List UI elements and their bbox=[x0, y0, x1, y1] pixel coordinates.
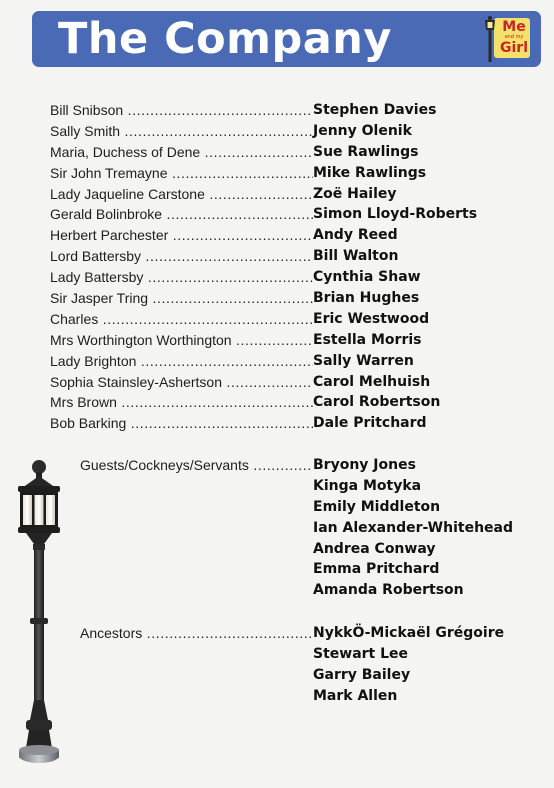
cast-row bbox=[50, 288, 540, 309]
role-name: Lady Battersby ..... bbox=[50, 267, 313, 287]
actor-name: Emily Middleton bbox=[313, 498, 441, 515]
cast-row bbox=[50, 309, 540, 330]
cast-row bbox=[50, 413, 540, 434]
role-name: Ancestors ..... bbox=[80, 623, 313, 643]
cast-row bbox=[50, 121, 540, 142]
actor-name: Estella Morris bbox=[313, 331, 422, 348]
actor-name: NykkÖ-Mickaël Grégoire bbox=[313, 625, 505, 641]
page-title: The Company bbox=[58, 14, 392, 64]
ancestors-list bbox=[80, 623, 540, 707]
show-logo bbox=[483, 14, 533, 64]
cast-row bbox=[50, 351, 540, 372]
actor-name: Andrea Conway bbox=[313, 540, 436, 557]
ensemble-list bbox=[80, 455, 540, 601]
cast-row bbox=[50, 246, 540, 267]
cast-list bbox=[50, 100, 540, 434]
cast-row bbox=[80, 518, 540, 539]
cast-row bbox=[80, 686, 540, 707]
actor-name: Eric Westwood bbox=[313, 310, 430, 327]
cast-row bbox=[80, 580, 540, 601]
role-name: Guests/Cockneys/Servants ..... bbox=[80, 455, 313, 475]
logo-text-me: Me bbox=[502, 19, 526, 35]
cast-row bbox=[80, 497, 540, 518]
logo-text-girl: Girl bbox=[500, 40, 528, 56]
street-lamp-icon bbox=[12, 458, 68, 783]
actor-name: Stephen Davies bbox=[313, 102, 437, 118]
logo-text-and-my: and my bbox=[504, 34, 524, 40]
cast-row bbox=[80, 665, 540, 686]
logo-lamp-icon bbox=[483, 14, 497, 64]
role-name: Sally Smith ..... bbox=[50, 121, 313, 141]
actor-name: Carol Robertson bbox=[313, 394, 441, 411]
cast-row bbox=[80, 623, 540, 644]
cast-row bbox=[50, 184, 540, 205]
actor-name: Dale Pritchard bbox=[313, 415, 427, 432]
actor-name: Sally Warren bbox=[313, 352, 414, 369]
role-name: Mrs Worthington Worthington ..... bbox=[50, 330, 313, 350]
role-name: Lady Brighton ..... bbox=[50, 351, 313, 371]
cast-row bbox=[50, 225, 540, 246]
cast-row bbox=[50, 330, 540, 351]
cast-row bbox=[50, 100, 540, 121]
actor-name: Zoë Hailey bbox=[313, 185, 397, 202]
role-name: Bill Snibson ..... bbox=[50, 100, 313, 120]
actor-name: Simon Lloyd-Roberts bbox=[313, 206, 478, 223]
actor-name: Sue Rawlings bbox=[313, 143, 419, 160]
cast-row bbox=[80, 559, 540, 580]
actor-name: Mike Rawlings bbox=[313, 164, 427, 181]
cast-row bbox=[50, 142, 540, 163]
actor-name: Cynthia Shaw bbox=[313, 269, 421, 286]
cast-row bbox=[80, 455, 540, 476]
actor-name: Brian Hughes bbox=[313, 290, 420, 307]
role-name: Maria, Duchess of Dene ..... bbox=[50, 142, 313, 162]
title-banner bbox=[32, 11, 541, 67]
role-name: Mrs Brown ..... bbox=[50, 392, 313, 412]
cast-row bbox=[80, 476, 540, 497]
role-name: Gerald Bolinbroke ..... bbox=[50, 204, 313, 224]
role-name: Lord Battersby ..... bbox=[50, 246, 313, 266]
role-name: Sir John Tremayne ..... bbox=[50, 163, 313, 183]
actor-name: Ian Alexander-Whitehead bbox=[313, 519, 513, 536]
actor-name: Mark Allen bbox=[313, 687, 398, 704]
cast-row bbox=[50, 392, 540, 413]
role-name: Charles ..... bbox=[50, 309, 313, 329]
cast-row bbox=[50, 267, 540, 288]
role-name: Lady Jaqueline Carstone ..... bbox=[50, 184, 313, 204]
role-name: Sir Jasper Tring ..... bbox=[50, 288, 313, 308]
actor-name: Andy Reed bbox=[313, 227, 398, 244]
actor-name: Kinga Motyka bbox=[313, 477, 422, 494]
actor-name: Emma Pritchard bbox=[313, 561, 440, 578]
actor-name: Bill Walton bbox=[313, 248, 399, 265]
actor-name: Garry Bailey bbox=[313, 666, 411, 683]
role-name: Herbert Parchester ..... bbox=[50, 225, 313, 245]
role-name: Bob Barking ..... bbox=[50, 413, 313, 433]
actor-name: Stewart Lee bbox=[313, 645, 409, 662]
role-name: Sophia Stainsley-Ashertson ..... bbox=[50, 372, 313, 392]
cast-row bbox=[50, 372, 540, 393]
cast-row bbox=[50, 163, 540, 184]
cast-row bbox=[50, 204, 540, 225]
cast-row bbox=[80, 539, 540, 560]
actor-name: Carol Melhuish bbox=[313, 373, 431, 390]
actor-name: Jenny Olenik bbox=[313, 122, 412, 139]
cast-row bbox=[80, 644, 540, 665]
actor-name: Bryony Jones bbox=[313, 457, 416, 473]
actor-name: Amanda Robertson bbox=[313, 582, 464, 599]
